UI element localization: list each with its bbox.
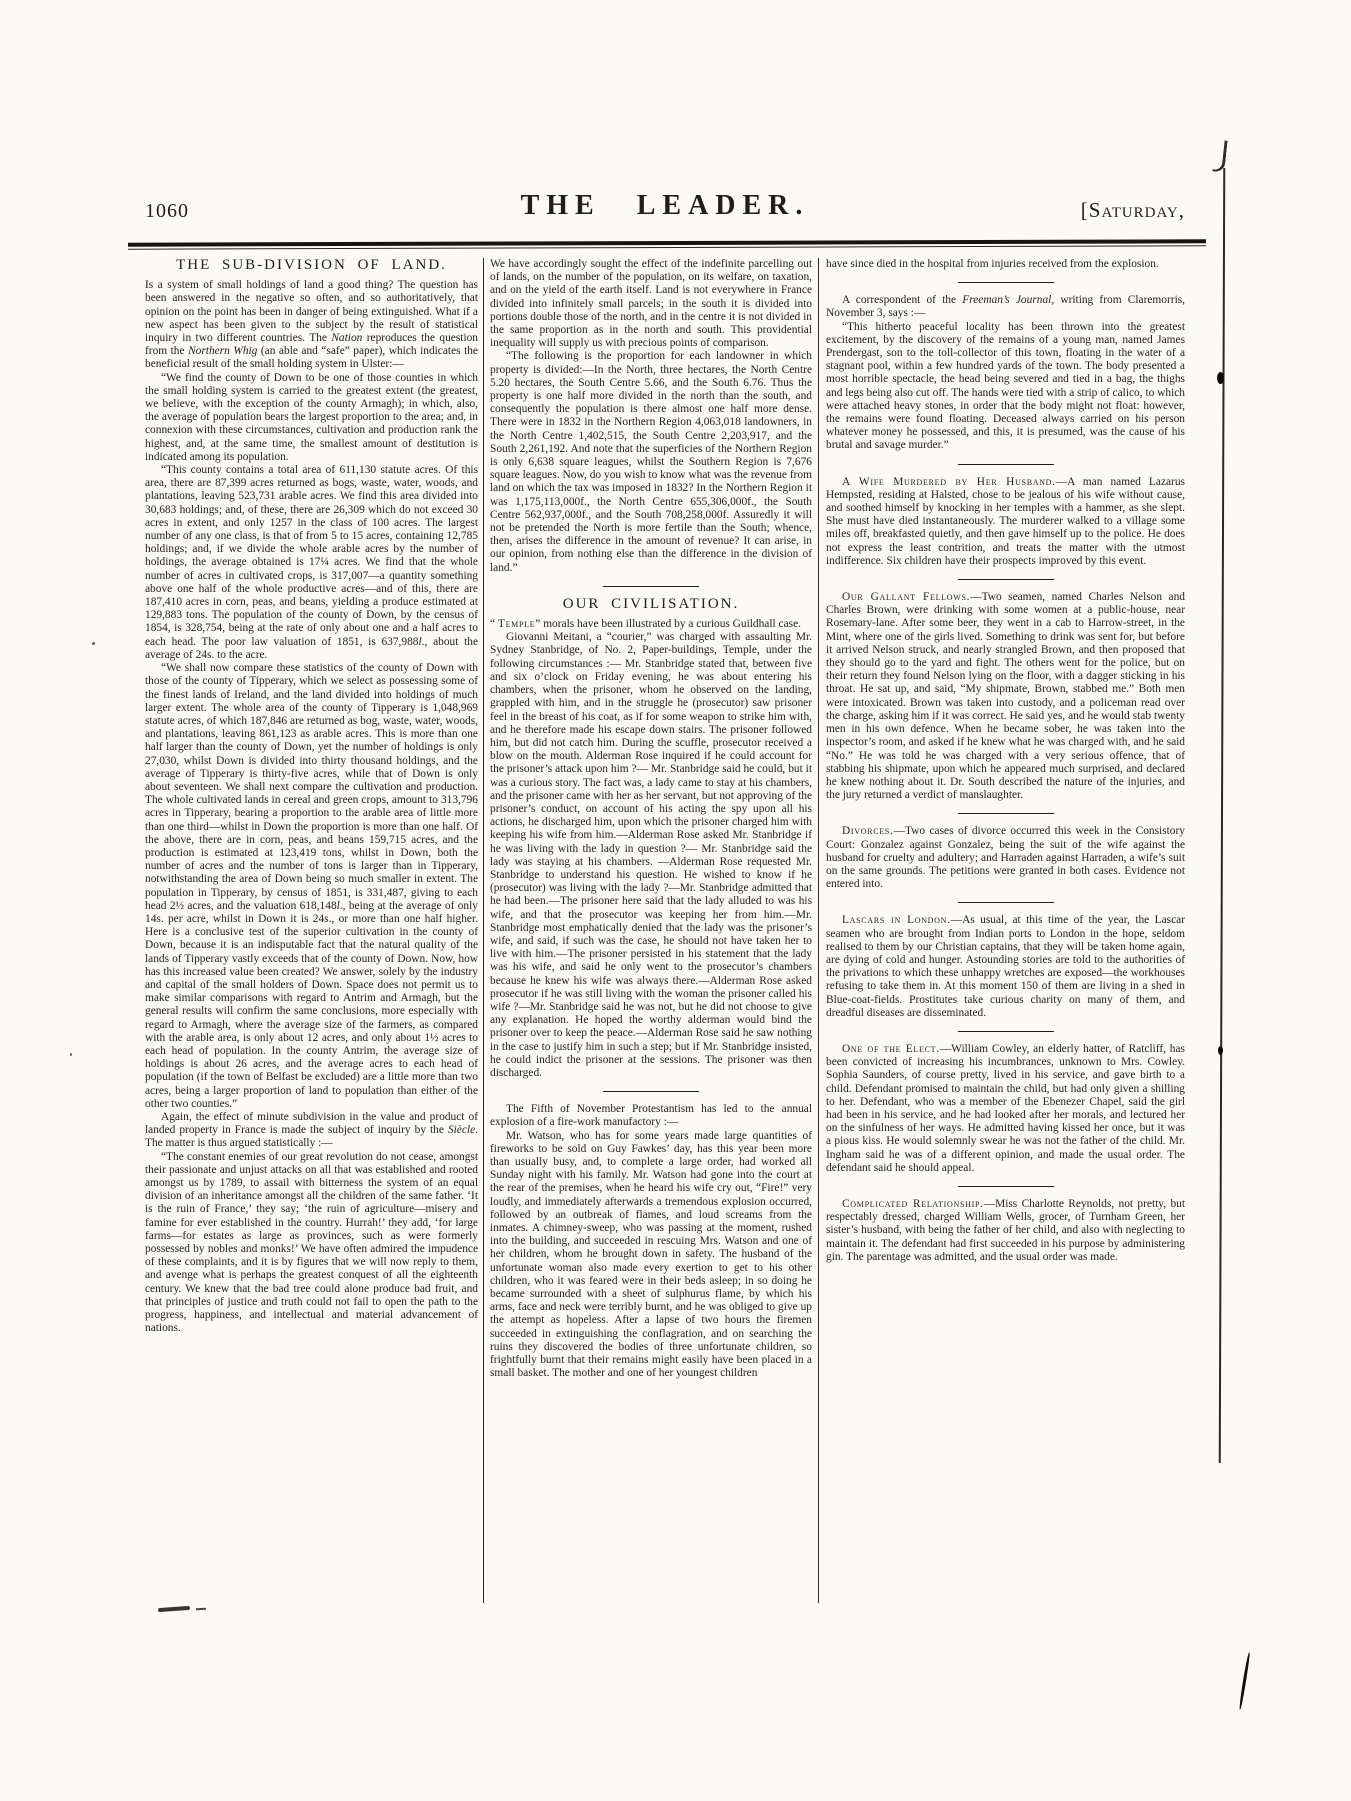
body-text: “The constant enemies of our great revolution do not cease, amongst their passionate and unjust attacks on all that was established and rooted amongst us by 1789, to assail with bitterness the system of an equal division of an inheritance amongst all the children of the same father. ‘It is the ruin of France,’ they say; ‘the ruin of agriculture—misery and famine for ever established in the country. Hurrah!’ they add, ‘for large farms—for estates as large as provinces, such as were formerly possessed by nobles and monks!’ We have often admired the impudence of these complaints, and it is by figures that we will now reply to them, and avenge what is perhaps the greatest conquest of all the eighteenth century. We knew that the bad tree could alone produce bad fruit, and that principles of justice and truth could not fail to open the path to the progress, happiness, and intellectual and material advancement of nations. — [145, 1150, 478, 1335]
body-text: , writing from Claremorris, November 3, says :— — [826, 294, 1185, 320]
scan-artifact-speck — [70, 1053, 72, 1056]
scan-artifact-hook — [1212, 139, 1227, 172]
body-text: “ — [490, 618, 498, 631]
paragraph — [826, 321, 1185, 453]
body-text: —As usual, at this time of the year, the Lascar seamen who are brought from Indian ports to London in the hope, seldom realised to them by our Christian captains, that they will be taken home again, are dying of cold and hunger. Astounding stories are told to the authorities of the privations to which these unhappy wretches are exposed—the workhouses refusing to take them in. At this moment 150 of them are living in a shed in Blue-coat-fields. Prostitutes take curious charity on many of them, and dreadful diseases are disseminated. — [826, 914, 1185, 1019]
italic-text: Northern Whig — [188, 345, 258, 358]
section-divider — [958, 1186, 1054, 1187]
body-text: Is a system of small holdings of land a good thing? The question has been answered in the negative so often, and so authoritatively, that opinion on the point has been in danger of being extinguished. What if a new aspect has been given to the subject by the result of statistical inquiry in two different countries. The — [145, 279, 478, 345]
italic-text: Nation — [331, 332, 363, 345]
date-label: [Saturday, — [1080, 198, 1185, 222]
paragraph — [490, 258, 812, 350]
body-text: The Fifth of November Protestantism has led to the annual explosion of a fire-work manufactory :— — [490, 1103, 812, 1129]
columns-area — [145, 258, 1185, 1603]
section-divider — [958, 579, 1054, 580]
section-divider — [958, 902, 1054, 903]
body-text: “The following is the proportion for each landowner in which property is divided:—In the North, three hectares, the North Centre 5.20 hectares, the South Centre 5.66, and the South 6.76. Thus the property is one half more divided in the north than the south, and consequently the population is there almost one half more dense. There were in 1832 in the Northern Region 4,063,018 landowners, in the North Centre 1,402,515, the South Centre 2,203,917, and the South 2,261,192. And note that the superficies of the Northern Region is only 6,638 square leagues, whilst the Southern Region is 7,676 square leagues. Now, do you wish to know what was the revenue from land on which the tax was imposed in 1832? In the Northern Region it was 1,175,113,000f., the North Centre 655,306,000f., the South Centre 562,937,000f., and the South 708,258,000f. Assuredly it will not be pretended the North is more fertile than the South; whence, then, arises the difference in the amount of revenue? It can arise, in our opinion, from nothing else than the difference in the division of land.” — [490, 350, 812, 574]
paragraph — [490, 1103, 812, 1129]
paragraph — [826, 825, 1185, 891]
body-text: “This county contains a total area of 611,130 statute acres. Of this area, there are 87,399 acres returned as bogs, waste, water, woods, and plantations, leaving 523,731 arable acres. We find this area divided into 30,683 holdings; and, of these, there are 26,309 which do not exceed 30 acres in extent, and only 1257 in the class of 100 acres. The largest number of any one class, is that of from 5 to 15 acres, containing 12,785 holdings; and, if we divide the whole arable acres by the number of holdings, the average obtained is 17¼ acres. We find that the whole number of acres in cultivated crops, is 317,007—a quantity something above one half of the whole productive acres—and of this, there are 187,410 acres in corn, peas, and beans, yielding a produce estimated at 129,883 tons. The population of the county of Down, by the census of 1854, is 328,754, being at the rate of only about one and a half acres to each head. The poor law valuation of 1851, is 637,988 — [145, 464, 478, 648]
section-divider — [603, 586, 699, 587]
column-3 — [826, 258, 1185, 1603]
section-divider — [958, 1031, 1054, 1032]
section-divider — [958, 464, 1054, 465]
body-text: Giovanni Meitani, a “courier,” was charged with assaulting Mr. Sydney Stanbridge, of No. 2, Paper-buildings, Temple, under the following circumstances :— Mr. Stanbridge stated that, between five and six o’clock on Friday evening, he was about entering his chambers, when the prisoner, whom he observed on the landing, grappled with him, and in the struggle he (prosecutor) saw prisoner feel in the breast of his coat, as if for some weapon to strike him with, and he therefore made his escape down stairs. The prisoner followed him, but did not catch him. During the scuffle, prosecutor received a blow on the mouth. Alderman Rose inquired if he could account for the prisoner’s attack upon him ?— Mr. Stanbridge said he could, but it was a curious story. The fact was, a lady came to stay at his chambers, and the prisoner came with her as her servant, but not approving of the prisoner’s conduct, on account of his acting the spy upon all his actions, he discharged him, upon which the prisoner charged him with keeping his wife from him.—Alderman Rose asked Mr. Stanbridge if he was living with the lady in question ?— Mr. Stanbridge said the lady was staying at his chambers. —Alderman Rose requested Mr. Stanbridge to understand his question. He wished to know if he (prosecutor) was living with the lady ?—Mr. Stanbridge admitted that he had been.—The prisoner here said that the lady alluded to was his wife, and that the prosecutor was keeping her from him.—Mr. Stanbridge most emphatically denied that the lady was the prisoner’s wife, and said, if such was the case, he should not have taken her to live with him.—The prisoner persisted in his statement that the lady was his wife, and said he only went to the prosecutor’s chambers because he knew his wife was always there.—Alderman Rose asked prosecutor if he was still living with the woman the prisoner called his wife ?—Mr. Stanbridge said he was not, but he did not choose to give any explanation. He hoped the worthy alderman would bind the prisoner over to keep the peace.—Alderman Rose said he saw nothing in the case to justify him in such a step; but if Mr. Stanbridge insisted, he could indict the prisoner at the sessions. The prisoner was then discharged. — [490, 631, 813, 1079]
scan-artifact-speck — [92, 642, 95, 645]
paragraph — [826, 258, 1185, 271]
body-text: reproduces the question from the — [145, 332, 479, 358]
run-in-heading: Divorces. — [842, 825, 894, 838]
body-text: Again, the effect of minute subdivision in the value and product of landed property in France is made the subject of inquiry by the — [145, 1111, 478, 1137]
article-heading: THE SUB-DIVISION OF LAND. — [176, 258, 447, 273]
scan-artifact-edge-line — [1219, 168, 1226, 1463]
section-divider — [958, 282, 1054, 283]
paragraph — [145, 279, 478, 371]
scan-artifact-blob — [1217, 372, 1224, 384]
page-header — [145, 190, 1185, 236]
run-in-heading: Lascars in London. — [842, 914, 951, 927]
body-text: Mr. Watson, who has for some years made large quantities of fireworks to be sold on Guy Fawkes’ day, has this year been more than usually busy, and, to complete a large order, had worked all Sunday night with his family. Mr. Watson had gone into the court at the rear of the premises, when he heard his wife cry out, “Fire!” very loudly, and immediately afterwards a tremendous explosion occurred, followed by an outbreak of flames, and loud screams from the inmates. A chimney-sweep, who was passing at the moment, rushed into the building, and succeeded in rescuing Mrs. Watson and one of her children, whom he brought down in safety. The husband of the unfortunate woman also made every exertion to get to his other children, who it was feared were in their beds asleep; in so doing he became surrounded with a sheet of sulphurus flame, by which his arms, face and neck were terribly burnt, and he was obliged to give up the attempt as hopeless. After a lapse of two hours the firemen succeeded in extinguishing the conflagration, and on searching the ruins they discovered the bodies of three unfortunate children, so frightfully burnt that their remains might easily have been placed in a small basket. The mother and one of her youngest children — [490, 1129, 812, 1380]
paragraph — [145, 662, 478, 1111]
column-2 — [490, 258, 812, 1603]
scan-artifact-squiggle — [196, 1608, 206, 1611]
body-text: (an able and “safe” paper), which indicates the beneficial result of the small holding system in Ulster:— — [145, 345, 478, 371]
body-text: —Miss Charlotte Reynolds, not pretty, but respectably dressed, charged William Wells, grocer, of Turnham Green, her sister’s husband, with being the father of her child, and also with neglecting to maintain it. The defendant had first succeeded in his purpose by administering gin. The parentage was admitted, and the usual order was made. — [826, 1197, 1185, 1263]
italic-text: Siècle — [447, 1124, 476, 1137]
body-text: We have accordingly sought the effect of the indefinite parcelling out of lands, on the number of the population, on its welfare, on taxation, and on the yield of the earth itself. Land is not everywhere in France divided into infinitely small parcels; in the south it is divided into portions double those of the north, and in the centre it is not divided in the same proportion as in the north and south. This providential inequality will supply us with precious points of comparison. — [490, 258, 812, 350]
article-heading: OUR CIVILISATION. — [562, 595, 740, 612]
run-in-heading: A Wife Murdered by Her Husband. — [842, 475, 1056, 488]
italic-text: Freeman’s Journal — [962, 294, 1052, 307]
italic-text: l — [418, 635, 422, 648]
section-divider — [958, 813, 1054, 814]
body-text: ., about the average of 24s. to the acre. — [145, 635, 478, 661]
paragraph — [826, 914, 1185, 1020]
column-1 — [145, 258, 478, 1603]
paragraph — [490, 631, 812, 1080]
body-text: . The matter is thus argued statistically :— — [145, 1124, 478, 1150]
body-text: A correspondent of the — [842, 294, 963, 307]
body-text: have since died in the hospital from injuries received from the explosion. — [826, 258, 1159, 270]
scan-artifact-stroke — [1238, 1652, 1250, 1710]
column-divider-rule-1 — [483, 258, 484, 1603]
scan-artifact-blob — [1218, 1046, 1223, 1055]
run-in-heading: Complicated Relationship. — [842, 1197, 984, 1210]
body-text: ” morals have been illustrated by a curious Guildhall case. — [535, 618, 801, 631]
body-text: “We find the county of Down to be one of those counties in which the small holding system is carried to the greatest extent (the greatest, we believe, with the exception of the county Armagh); in which, also, the average of population bears the largest proportion to the area; and, in connexion with these circumstances, cultivation and production rank the highest, and, at the same time, the smallest amount of destitution is indicated among its population. — [145, 371, 478, 463]
paragraph — [826, 1043, 1185, 1175]
body-text: “We shall now compare these statistics of the county of Down with those of the county of Tipperary, which we select as possessing some of the finest lands of Ireland, and the land divided into holdings of much larger extent. The whole area of the county of Tipperary is 1,048,969 statute acres, of which 187,846 are returned as bog, waste, water, woods, and plantations, leaving 861,123 as arable acres. This is more than one half larger than the county of Down, yet the number of holdings is only 27,030, whilst Down is divided into thirty thousand holdings, and the average of Tipperary is thirty-five acres, while that of Down is only about seventeen. We shall next compare the cultivation and production. The whole cultivated lands in cereal and green crops, amount to 313,796 acres in Tipperary, bearing a proportion to the arable area of little more than one third—whilst in Down the proportion is more than one half. Of the above, there are in corn, peas, and beans 159,715 acres, and the production is estimated at 123,419 tons, whilst in Down, both the number of acres and the number of tons is larger than in Tipperary, notwithstanding the area of Down being so much smaller in extent. The population in Tipperary, by census of 1851, is 331,487, giving to each head 2½ acres, and the valuation 618,148 — [145, 662, 478, 912]
run-in-heading: Temple — [497, 618, 536, 631]
italic-text: l — [336, 899, 340, 912]
paragraph — [490, 1130, 812, 1381]
body-text: “This hitherto peaceful locality has been thrown into the greatest excitement, by the discovery of the remains of a young man, named James Prendergast, son to the toll-collector of this town, floating in the water of a stagnant pool, within a few hundred yards of the town. The body presented a most horrible spectacle, the head being severed and tied in a bag, the thighs and legs being also cut off. The hands were tied with a strip of calico, to which were attached heavy stones, in order that the body might not float: however, the remains were found floating. Deceased always carried on his person whatever money he possessed, and this, it is presumed, was the cause of his brutal and savage murder.” — [826, 320, 1185, 452]
paragraph — [826, 591, 1185, 802]
paragraph — [826, 476, 1185, 568]
body-text: ., being at the average of only 14s. per acre, whilst in Down it is 24s., or more than one half higher. Here is a conclusive test of the superior cultivation in the county of Down, because it is an indisputable fact that the natural quality of the lands of Tipperary vastly exceeds that of the county of Down. Now, how has this increased value been created? We answer, solely by the industry and capital of the small holders of Down. Space does not permit us to make similar comparisons with regard to Antrim and Armagh, but the general results will confirm the same conclusions, more especially with regard to Armagh, where the average size of the farmers, as compared with the arable area, is only about 12 acres, and only about 1½ acres to each head of population. In the county Antrim, the average size of holdings is about 26 acres, and the average acres to each head of population (if the town of Belfast be excluded) are a little more than two acres, being a larger proportion of land to population than either of the other two counties.” — [145, 899, 478, 1110]
body-text: —Two seamen, named Charles Nelson and Charles Brown, were drinking with some women at a public-house, near Rosemary-lane. After some beer, they went in a cab to Harrow-street, in the Mint, where one of the girls lived. Something to drink was sent for, but before it arrived Nelson struck, and nearly strangled Brown, and then proposed that they should go to the yard and fight. The others went for the police, but on their return they found Nelson lying on the floor, with a dagger sticking in his throat. He sat up, and said, “My shipmate, Brown, stabbed me.” Both men were intoxicated. Brown was taken into custody, and a policeman read over the charge, asking him if it was correct. He said yes, and he would stab twenty men in his own defence. When he became sober, he was taken into the inspector’s room, and asked if he knew what he was charged with, and he said “No.” He was told he was charged with a very serious offence, that of stabbing his shipmate, upon which he appeared much surprised, and declared he knew nothing about it. Dr. South described the nature of the injuries, and the jury returned a verdict of manslaughter. — [826, 591, 1185, 802]
paragraph — [145, 1111, 478, 1151]
paragraph — [145, 372, 478, 464]
masthead-title: THE LEADER. — [520, 190, 810, 221]
scan-artifact-squiggle — [158, 1606, 190, 1612]
run-in-heading: One of the Elect. — [842, 1042, 940, 1055]
body-text: —Two cases of divorce occurred this week in the Consistory Court: Gonzalez against Gonzalez, being the suit of the wife against the husband for cruelty and adultery; and Harraden against Harraden, a wife’s suit on the same grounds. The petitions were granted in both cases. Evidence not entered into. — [826, 825, 1185, 891]
paragraph — [826, 294, 1185, 320]
paragraph — [145, 1151, 478, 1336]
run-in-heading: Our Gallant Fellows. — [842, 591, 971, 604]
page-number: 1060 — [145, 200, 189, 222]
paragraph — [826, 1198, 1185, 1264]
paragraph — [490, 350, 812, 574]
body-text: —William Cowley, an elderly hatter, of Ratcliff, has been convicted of increasing his incumbrances, unknown to Mrs. Cowley. Sophia Saunders, of course pretty, lived in his service, and gave birth to a child. Defendant promised to maintain the child, but had only given a shilling to her. Defendant, who was a member of the Ebenezer Chapel, said the girl had been in his service, and he had looked after her morals, and lectured her on the sinfulness of her ways. He admitted having kissed her once, but it was a pious kiss. He would solemnly swear he was not the father of the child. Mr. Ingham said he was of a different opinion, and made the usual order. The defendant said he should appeal. — [826, 1042, 1185, 1174]
paragraph — [490, 618, 812, 631]
body-text: —A man named Lazarus Hempsted, residing at Halsted, chose to be jealous of his wife without cause, and soothed himself by knocking in her temples with a hammer, as she slept. She must have died instantaneously. The murderer walked to a village some miles off, breakfasted quietly, and then gave himself up to the police. He does not express the least contrition, and treats the matter with the utmost indifference. Six children have their prospects improved by this event. — [826, 475, 1185, 567]
section-divider — [603, 1091, 699, 1092]
paragraph — [145, 464, 478, 662]
column-divider-rule-2 — [818, 258, 819, 1603]
